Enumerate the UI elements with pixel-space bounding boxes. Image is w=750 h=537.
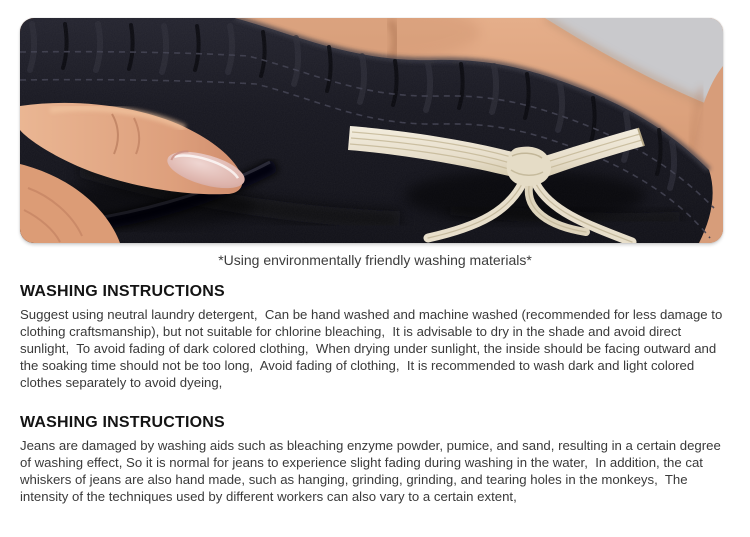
- section-1-heading: WASHING INSTRUCTIONS: [20, 283, 225, 300]
- bow-knot: [507, 147, 551, 186]
- product-photo: [20, 18, 723, 243]
- section-2-heading: WASHING INSTRUCTIONS: [20, 414, 225, 431]
- photo-caption: *Using environmentally friendly washing materials*: [218, 252, 532, 268]
- washing-instructions-sections: [0, 283, 750, 505]
- section-1-body: Suggest using neutral laundry detergent, Can be hand washed and machine washed (recommended for less damage to clothing craftsmanship), but not suitable for chlorine bleaching, It is advisable to dry in the shade and avoid direct sunlight, To avoid fading of dark colored clothing, When drying under sunlight, the inside should be facing outward and the soaking time should not be too long, Avoid fading of clothing, It is recommended to wash dark and light colored clothes separately to avoid dyeing,: [20, 307, 726, 390]
- product-photo-graphic: [20, 18, 723, 243]
- section-2-body: Jeans are damaged by washing aids such as bleaching enzyme powder, pumice, and sand, resulting in a certain degree of washing effect, So it is normal for jeans to experience slight fading during washing in the water, In addition, the cat whiskers of jeans are also hand made, such as hanging, grinding, grinding, and tearing holes in the monkeys, The intensity of the techniques used by different workers can also vary to a certain extent,: [20, 438, 725, 504]
